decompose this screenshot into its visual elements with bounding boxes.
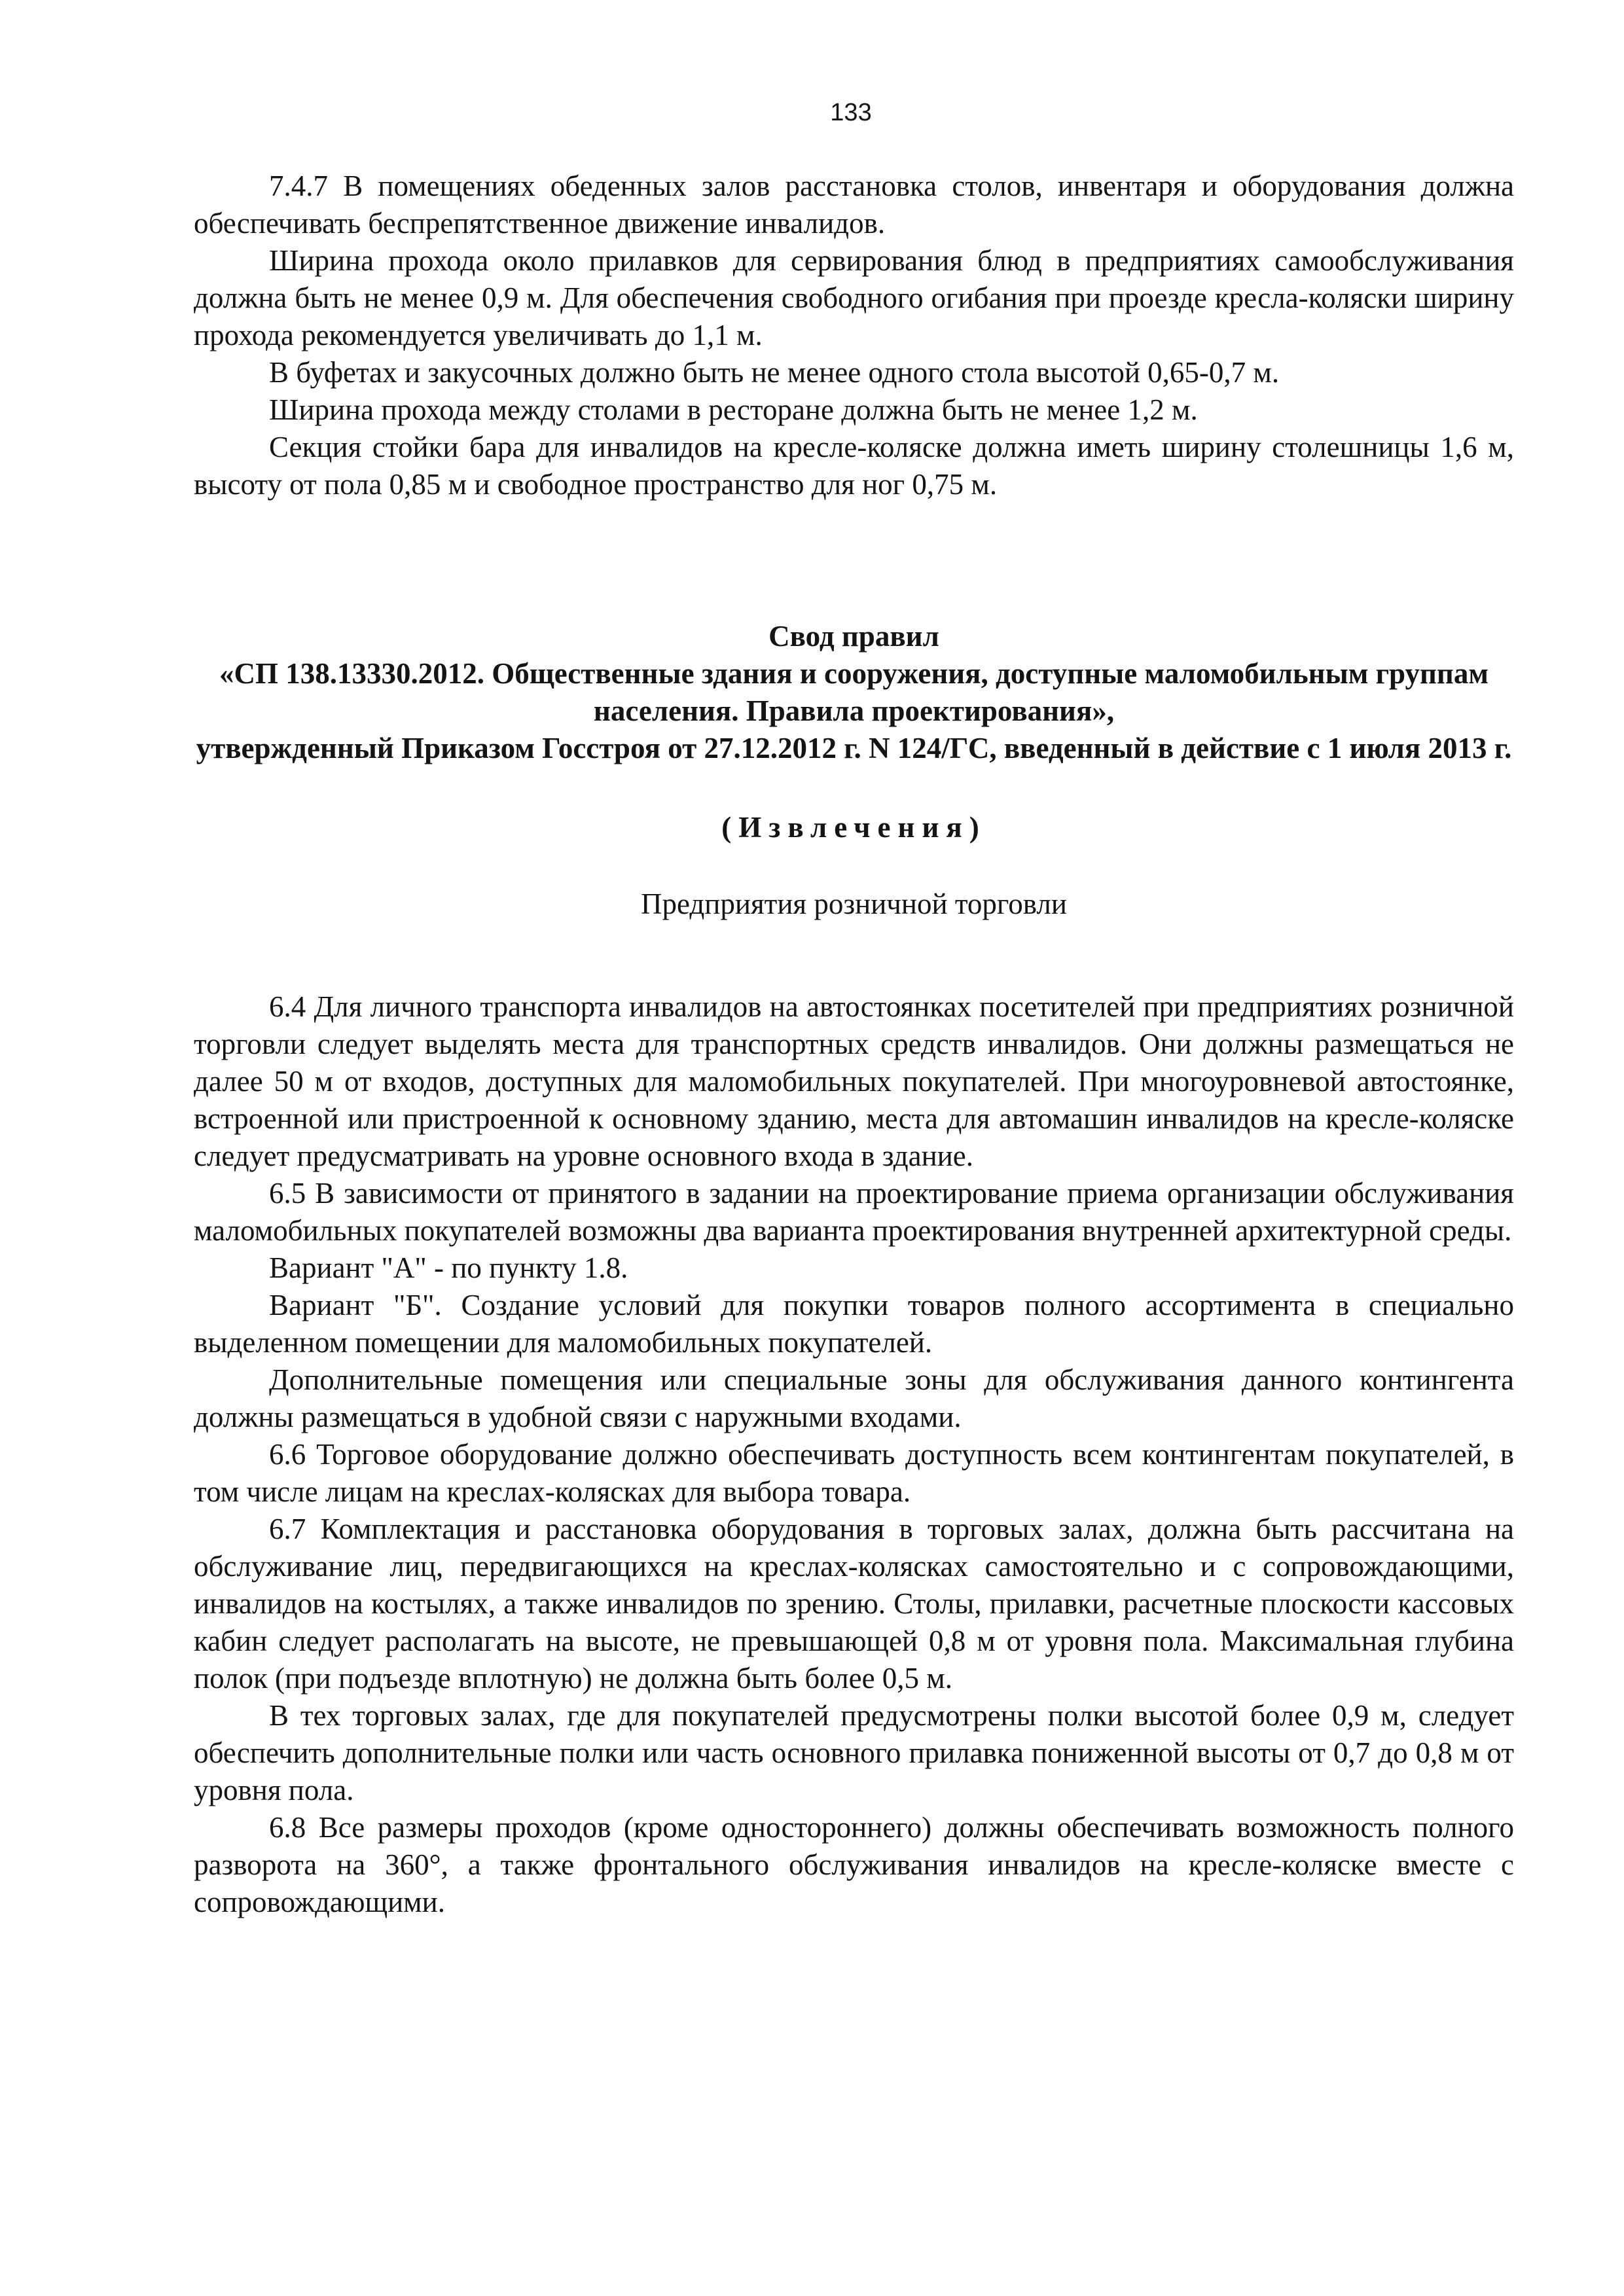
paragraph-additional-rooms: Дополнительные помещения или специальные зоны для обслуживания данного контингента должны размещаться в удобной связи с наружными входами. bbox=[194, 1363, 1514, 1433]
paragraph-bar-counter: Секция стойки бара для инвалидов на кресле-коляске должна иметь ширину столешницы 1,6 м, высоту от пола 0,85 м и свободное пространство для ног 0,75 м. bbox=[194, 431, 1514, 501]
paragraph-variant-a: Вариант "А" - по пункту 1.8. bbox=[269, 1251, 628, 1284]
heading-standard-name: «СП 138.13330.2012. Общественные здания и сооружения, доступные маломобильным группам населения. Правила проектирования», bbox=[219, 657, 1489, 727]
section-subtitle: Предприятия розничной торговли bbox=[641, 888, 1067, 920]
paragraph-variant-b: Вариант "Б". Создание условий для покупки товаров полного ассортимента в специально выделенном помещении для маломобильных покупателей. bbox=[194, 1289, 1514, 1359]
retail-section bbox=[194, 988, 1514, 1921]
page-number: 133 bbox=[830, 99, 872, 126]
dining-hall-section bbox=[194, 168, 1514, 503]
paragraph-6-4: 6.4 Для личного транспорта инвалидов на автостоянках посетителей при предприятиях розничной торговли следует выделять места для транспортных средств инвалидов. Они должны размещаться не далее 50 м от входов, доступных для маломобильных покупателей. При многоуровневой автостоянке, встроенной или пристроенной к основному зданию, места для автомашин инвалидов на кресле-коляске следует предусматривать на уровне основного входа в здание. bbox=[194, 990, 1514, 1172]
paragraph-buffet-tables: В буфетах и закусочных должно быть не менее одного стола высотой 0,65-0,7 м. bbox=[269, 356, 1280, 389]
document-heading bbox=[194, 618, 1514, 767]
extract-label: (Извлечения) bbox=[721, 811, 986, 844]
code-of-rules-heading-block bbox=[194, 618, 1514, 923]
paragraph-6-5: 6.5 В зависимости от принятого в задании на проектирование приема организации обслуживания маломобильных покупателей возможны два варианта проектирования внутренней архитектурной среды. bbox=[194, 1177, 1514, 1247]
paragraph-7-4-7: 7.4.7 В помещениях обеденных залов расстановка столов, инвентаря и оборудования должна обеспечивать беспрепятственное движение инвалидов. bbox=[194, 170, 1514, 240]
heading-approval-order: утвержденный Приказом Госстроя от 27.12.2012 г. N 124/ГС, введенный в действие с 1 июля 2013 г. bbox=[196, 732, 1512, 764]
paragraph-6-6: 6.6 Торговое оборудование должно обеспечивать доступность всем контингентам покупателей, в том числе лицам на креслах-колясках для выбора товара. bbox=[194, 1438, 1514, 1508]
paragraph-6-7: 6.7 Комплектация и расстановка оборудования в торговых залах, должна быть рассчитана на обслуживание лиц, передвигающихся на креслах-колясках самостоятельно и с сопровождающими, инвалидов на костылях, а также инвалидов по зрению. Столы, прилавки, расчетные плоскости кассовых кабин следует располагать на высоте, не превышающей 0,8 м от уровня пола. Максимальная глубина полок (при подъезде вплотную) не должна быть более 0,5 м. bbox=[194, 1513, 1514, 1695]
heading-title: Свод правил bbox=[768, 620, 939, 653]
paragraph-shelves-height: В тех торговых залах, где для покупателей предусмотрены полки высотой более 0,9 м, следует обеспечить дополнительные полки или часть основного прилавка пониженной высоты от 0,7 до 0,8 м от уровня пола. bbox=[194, 1699, 1514, 1806]
paragraph-aisle-width-counters: Ширина прохода около прилавков для сервирования блюд в предприятиях самообслуживания должна быть не менее 0,9 м. Для обеспечения свободного огибания при проезде кресла-коляски ширину прохода рекомендуется увеличивать до 1,1 м. bbox=[194, 244, 1514, 351]
paragraph-restaurant-aisle: Ширина прохода между столами в ресторане должна быть не менее 1,2 м. bbox=[269, 393, 1198, 426]
paragraph-6-8: 6.8 Все размеры проходов (кроме одностороннего) должны обеспечивать возможность полного разворота на 360°, а также фронтального обслуживания инвалидов на кресле-коляске вместе с сопровождающими. bbox=[194, 1811, 1514, 1918]
